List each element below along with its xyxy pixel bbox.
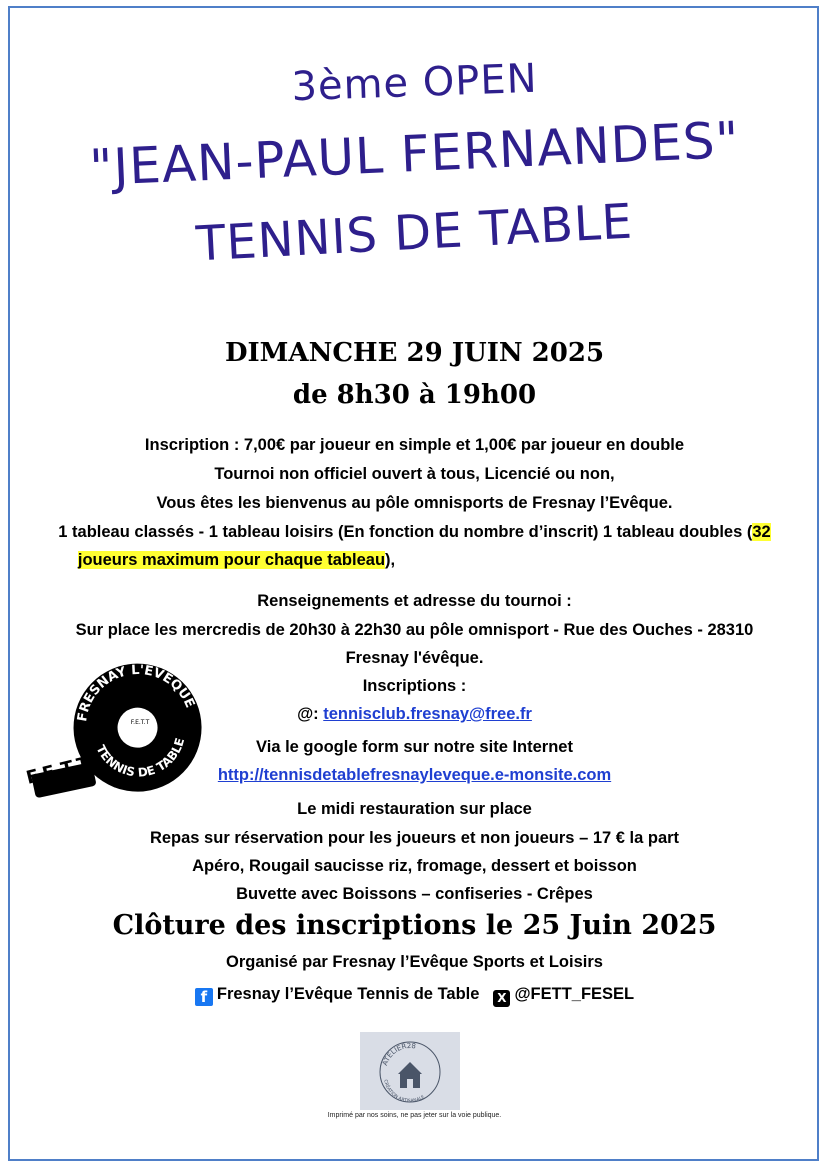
title-line-1: 3ème OPEN [290,55,539,111]
title-line-3: TENNIS DE TABLE [194,193,635,273]
social-links [0,985,829,1007]
email-link[interactable]: tennisclub.fresnay@free.fr [323,705,532,723]
meal-reservation: Repas sur réservation pour les joueurs et non joueurs – 17 € la part [149,829,680,847]
organizer-line: Organisé par Fresnay l’Evêque Sports et Loisirs [226,953,603,971]
title-line-2: "JEAN-PAUL FERNANDES" [88,110,741,198]
logo-center-text: F.E.T.T [130,719,150,726]
meal-menu: Apéro, Rougail saucisse riz, fromage, dessert et boisson [192,857,637,875]
x-handle[interactable]: @FETT_FESEL [514,985,635,1003]
event-date: DIMANCHE 29 JUIN 2025 [224,338,605,368]
event-hours: de 8h30 à 19h00 [292,380,537,410]
footnote: Imprimé par nos soins, ne pas jeter sur la voie publique. [327,1112,502,1119]
tables-line-2 [0,551,651,570]
atelier-logo [360,1032,460,1110]
inscriptions-heading: Inscriptions : [362,677,467,695]
logo-handle-text: F.E.T.T [24,752,92,789]
website-link[interactable]: http://tennisdetablefresnayleveque.e-monsite.com [217,766,612,784]
email-prefix: @: [297,705,324,723]
contact-town: Fresnay l'évêque. [345,649,484,667]
contact-address: Sur place les mercredis de 20h30 à 22h30 au pôle omnisport - Rue des Ouches - 28310 [75,621,754,639]
x-icon[interactable]: X [493,990,510,1007]
logo-bottom-text: TENNIS DE TABLE [93,736,188,780]
logo-top-text: FRESNAY L'EVEQUE [75,662,198,723]
tables-line [0,523,829,542]
inscription-price: Inscription : 7,00€ par joueur en simple et 1,00€ par joueur en double [144,436,685,454]
tournament-info: Tournoi non officiel ouvert à tous, Licencié ou non, [214,465,615,483]
welcome-line: Vous êtes les bienvenus au pôle omnisports de Fresnay l’Evêque. [156,494,673,512]
facebook-label[interactable]: Fresnay l’Evêque Tennis de Table [216,985,480,1003]
google-form-line: Via le google form sur notre site Internet [256,738,573,756]
contact-heading: Renseignements et adresse du tournoi : [257,592,572,610]
highlight-count: 32 [752,523,771,541]
atelier-bottom-text: CRÉATION ARTISANALE [382,1079,426,1105]
tables-text: 1 tableau classés - 1 tableau loisirs (En fonction du nombre d’inscrit) 1 tableau doubles ( [58,523,753,541]
highlight-max-players: joueurs maximum pour chaque tableau [77,551,386,569]
atelier-top-text: ATELIER28 [380,1041,417,1067]
food-heading: Le midi restauration sur place [297,800,532,818]
club-logo [18,660,218,800]
tables-end: ), [385,551,396,569]
registration-closing: Clôture des inscriptions le 25 Juin 2025 [112,910,717,941]
snack-bar: Buvette avec Boissons – confiseries - Crêpes [236,885,593,903]
facebook-icon[interactable]: f [195,988,213,1006]
